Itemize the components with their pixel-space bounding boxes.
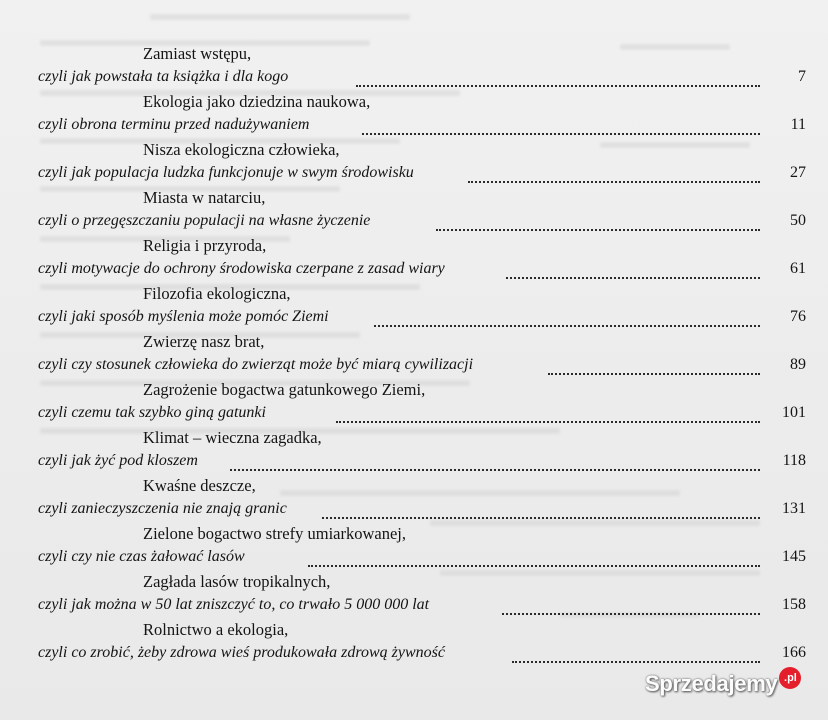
dot-leader [356,71,760,87]
page-number: 7 [798,68,806,85]
chapter-title: Religia i przyroda, [143,236,267,255]
chapter-title: Miasta w natarciu, [143,188,266,207]
toc-entry [0,428,828,476]
chapter-title: Zamiast wstępu, [143,44,252,63]
dot-leader [506,263,760,279]
chapter-subtitle: czyli zanieczyszczenia nie znają granic [38,500,287,517]
page-number: 118 [782,452,806,469]
chapter-title: Nisza ekologiczna człowieka, [143,140,340,159]
toc-entry [0,44,828,92]
chapter-title: Rolnictwo a ekologia, [143,620,289,639]
page-number: 50 [790,212,806,229]
chapter-title: Zwierzę nasz brat, [143,332,265,351]
chapter-title: Klimat – wieczna zagadka, [143,428,322,447]
chapter-subtitle: czyli czy nie czas żałować lasów [38,548,245,565]
page-number: 101 [782,404,806,421]
toc-entry [0,140,828,188]
dot-leader [322,503,760,519]
toc-entry [0,476,828,524]
toc-entry [0,380,828,428]
dot-leader [230,455,760,471]
toc-entry [0,620,828,668]
dot-leader [468,167,760,183]
chapter-subtitle: czyli motywacje do ochrony środowiska czerpane z zasad wiary [38,260,445,277]
page-number: 11 [790,116,806,133]
dot-leader [374,311,760,327]
watermark-text: Sprzedajemy [645,671,778,696]
dot-leader [512,647,760,663]
dot-leader [308,551,760,567]
toc-entry [0,92,828,140]
chapter-title: Zielone bogactwo strefy umiarkowanej, [143,524,406,543]
chapter-subtitle: czyli obrona terminu przed nadużywaniem [38,116,310,133]
chapter-subtitle: czyli co zrobić, żeby zdrowa wieś produkowała zdrową żywność [38,644,445,661]
chapter-title: Filozofia ekologiczna, [143,284,291,303]
chapter-subtitle: czyli czemu tak szybko giną gatunki [38,404,266,421]
toc-entry [0,236,828,284]
chapter-title: Zagłada lasów tropikalnych, [143,572,331,591]
toc-entry [0,572,828,620]
toc-entry [0,284,828,332]
chapter-subtitle: czyli jak populacja ludzka funkcjonuje w swym środowisku [38,164,414,181]
watermark-badge: .pl [779,667,801,689]
chapter-subtitle: czyli jak powstała ta książka i dla kogo [38,68,289,85]
toc-entry [0,188,828,236]
chapter-subtitle: czyli jak można w 50 lat zniszczyć to, co trwało 5 000 000 lat [38,596,430,613]
chapter-subtitle: czyli o przegęszczaniu populacji na własne życzenie [38,212,371,229]
chapter-subtitle: czyli jaki sposób myślenia może pomóc Ziemi [38,308,329,325]
watermark [645,664,801,704]
chapter-subtitle: czyli jak żyć pod kloszem [38,452,198,469]
page-number: 166 [782,644,806,661]
toc-entry [0,332,828,380]
page-number: 61 [790,260,806,277]
toc-entry [0,524,828,572]
chapter-title: Kwaśne deszcze, [143,476,256,495]
page-number: 27 [790,164,806,181]
dot-leader [362,119,760,135]
dot-leader [502,599,760,615]
dot-leader [436,215,760,231]
page-number: 76 [790,308,806,325]
page-number: 158 [782,596,806,613]
chapter-title: Zagrożenie bogactwa gatunkowego Ziemi, [143,380,426,399]
chapter-title: Ekologia jako dziedzina naukowa, [143,92,371,111]
page-number: 131 [782,500,806,517]
chapter-subtitle: czyli czy stosunek człowieka do zwierząt może być miarą cywilizacji [38,356,474,373]
dot-leader [548,359,760,375]
dot-leader [336,407,760,423]
page-number: 89 [790,356,806,373]
page-number: 145 [782,548,806,565]
